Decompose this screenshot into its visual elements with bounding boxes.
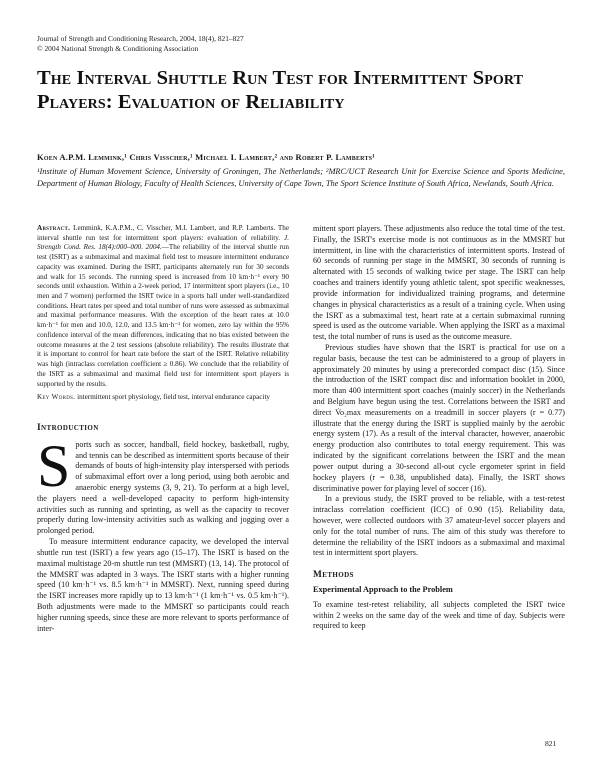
methods-paragraph-1: To examine test-retest reliability, all subjects completed the ISRT twice within 2 weeks on the same day of the week and time of day. Subjects were required to keep <box>313 599 565 631</box>
author-list: Koen A.P.M. Lemmink,¹ Chris Visscher,¹ Michael I. Lambert,² and Robert P. Lamberts¹ <box>37 152 376 162</box>
right-paragraph-2: Previous studies have shown that the ISRT is practical for use on a regular basis, because the test can be administered to a group of players in approximately 20 minutes by using a prerecorded compact disc (15). Since the introduction of the ISRT compact disc and information booklet in 2000, more than 400 intermittent sport coaches (mainly soccer) in the Netherlands and Belgium have begun using the test. Correlations between the ISRT and direct V̇o₂max measurements on a treadmill in soccer players (r = 0.77) illustrate that the energy during the ISRT is supplied mainly by the aerobic energy system (17). As a result of the interval character, however, anaerobic energy production also contributes to total energy requirement. This was indicated by the significant correlations between the ISRT and the mean power output during a 30-second all-out cycle ergometer sprint in field hockey players (r = 0.38, unpublished data). Finally, the ISRT shows discriminative power for playing level of soccer (16). <box>313 342 565 493</box>
keywords <box>37 393 289 403</box>
journal-header <box>37 34 244 54</box>
abstract-label: Abstract. <box>37 224 71 232</box>
abstract-text-part2: —The reliability of the interval shuttle run test (ISRT) as a submaximal and maximal field test to measure intermittent endurance capacity was examined. During the ISRT, participants alternately run for 30 seconds and walk for 15 seconds. The running speed is increased from 10 km·h⁻¹ every 90 seconds until exhaustion. Within a 2-week period, 17 intermittent sport players (i.e., 10 men and 7 women) performed the ISRT twice in a sports hall under well-standardized conditions. Heart rates per speed and total number of runs were assessed as submaximal and maximal performance measures. With the exception of the heart rates at 10.0 km·h⁻¹ for men and 10.0, 12.0, and 13.5 km·h⁻¹ for women, zero lay within the 95% confidence interval of the mean differences, indicating that no bias existed between the outcome measures at the 2 test sessions (absolute reliability). The results illustrate that it is important to control for heart rate before the start of the ISRT. Relative reliability was high (intraclass correlation coefficient ≥ 0.86). We conclude that the reliability of the ISRT as a submaximal and maximal field test for intermittent sport players is supported by the results. <box>37 243 289 388</box>
journal-citation-line: Journal of Strength and Conditioning Research, 2004, 18(4), 821–827 <box>37 34 244 43</box>
copyright-line: © 2004 National Strength & Conditioning Association <box>37 44 199 53</box>
introduction-paragraph-1 <box>37 432 289 537</box>
introduction-paragraph-2: To measure intermittent endurance capacity, we developed the interval shuttle run test (ISRT) a few years ago (15–17). The ISRT is based on the maximal multistage 20-m shuttle run test (MMSRT) (13, 14). The protocol of the MMSRT was adapted in 3 ways. The ISRT starts with a higher running speed (10 km·h⁻¹ vs. 8.5 km·h⁻¹ in MMSRT). Next, running speed during the ISRT increases more rapidly up to 13 km·h⁻¹ (1 km·h⁻¹ vs. 0.5 km·h⁻¹). Both adjustments were made to the MMSRT so participants could reach higher running speeds, since these are more relevant to sports performance of inter- <box>37 537 289 633</box>
experimental-approach-subheading: Experimental Approach to the Problem <box>313 585 453 594</box>
drop-cap-letter: S <box>37 432 71 499</box>
page-number: 821 <box>545 739 557 748</box>
keywords-text: intermittent sport physiology, field test, interval endurance capacity <box>75 393 270 402</box>
left-column <box>37 224 289 634</box>
keywords-label: Key Words. <box>37 393 76 402</box>
right-paragraph-1: mittent sport players. These adjustments also reduce the total time of the test. Finally, the ISRT's exercise mode is not continuous as in the MMSRT but intermittent, in line with the characteristics of intermittent sports. Instead of 60 seconds of running per stage in the MMSRT, 30 seconds of running is alternated with 15 seconds of walking twice per stage. The ISRT can help coaches and trainers identify young athletic talent, spot specific weaknesses, provide information for individualized training programs, and determine changes in physical characteristics as a result of a training cycle. When using the ISRT as a submaximal test, heart rate at a certain submaximal running speed is used as the outcome variable. When applying the ISRT as a maximal test, the total number of runs is used as the outcome measure. <box>313 224 565 342</box>
introduction-paragraph-1-text: ports such as soccer, handball, field hockey, basketball, rugby, and tennis can be described as intermittent sports because of their demands of bouts of high-intensity play interspersed with periods of submaximal effort over a long period, using both aerobic and anaerobic energy systems (3, 9, 21). To perform at a high level, the players need a well-developed capacity to perform high-intensity activities such as running and sprinting, as well as the capacity to recover properly during low-intensity activities such as walking and jogging over a prolonged period. <box>37 439 289 536</box>
article-title: The Interval Shuttle Run Test for Intermittent Sport Players: Evaluation of Reliability <box>37 67 524 113</box>
abstract-text-part1: Lemmink, K.A.P.M., C. Visscher, M.I. Lambert, and R.P. Lamberts. The interval shuttle run test for intermittent sport players: evaluation of reliability. <box>37 224 289 242</box>
right-paragraph-3: In a previous study, the ISRT proved to be reliable, with a test-retest intraclass correlation coefficient (ICC) of 0.90 (15). Reliability data, however, were collected outdoors with 37 amateur-level soccer players and only for the total number of runs. The aim of this study was therefore to determine the reliability of the ISRT indoors as a submaximal and maximal test in intermittent sport players. <box>313 494 565 558</box>
abstract-citation: J. Strength Cond. Res. 18(4):000–000. 2004. <box>37 233 289 252</box>
right-column <box>313 224 565 632</box>
introduction-heading: Introduction <box>37 422 99 433</box>
methods-heading: Methods <box>313 570 354 581</box>
abstract <box>37 224 289 389</box>
author-affiliations: ¹Institute of Human Movement Science, University of Groningen, The Netherlands; ²MRC/UCT Research Unit for Exercise Science and Sports Medicine, Department of Human Biology, Faculty of Health Sciences, University of Cape Town, The Sport Science Institute of South Africa, Newlands, South Africa. <box>37 167 565 188</box>
